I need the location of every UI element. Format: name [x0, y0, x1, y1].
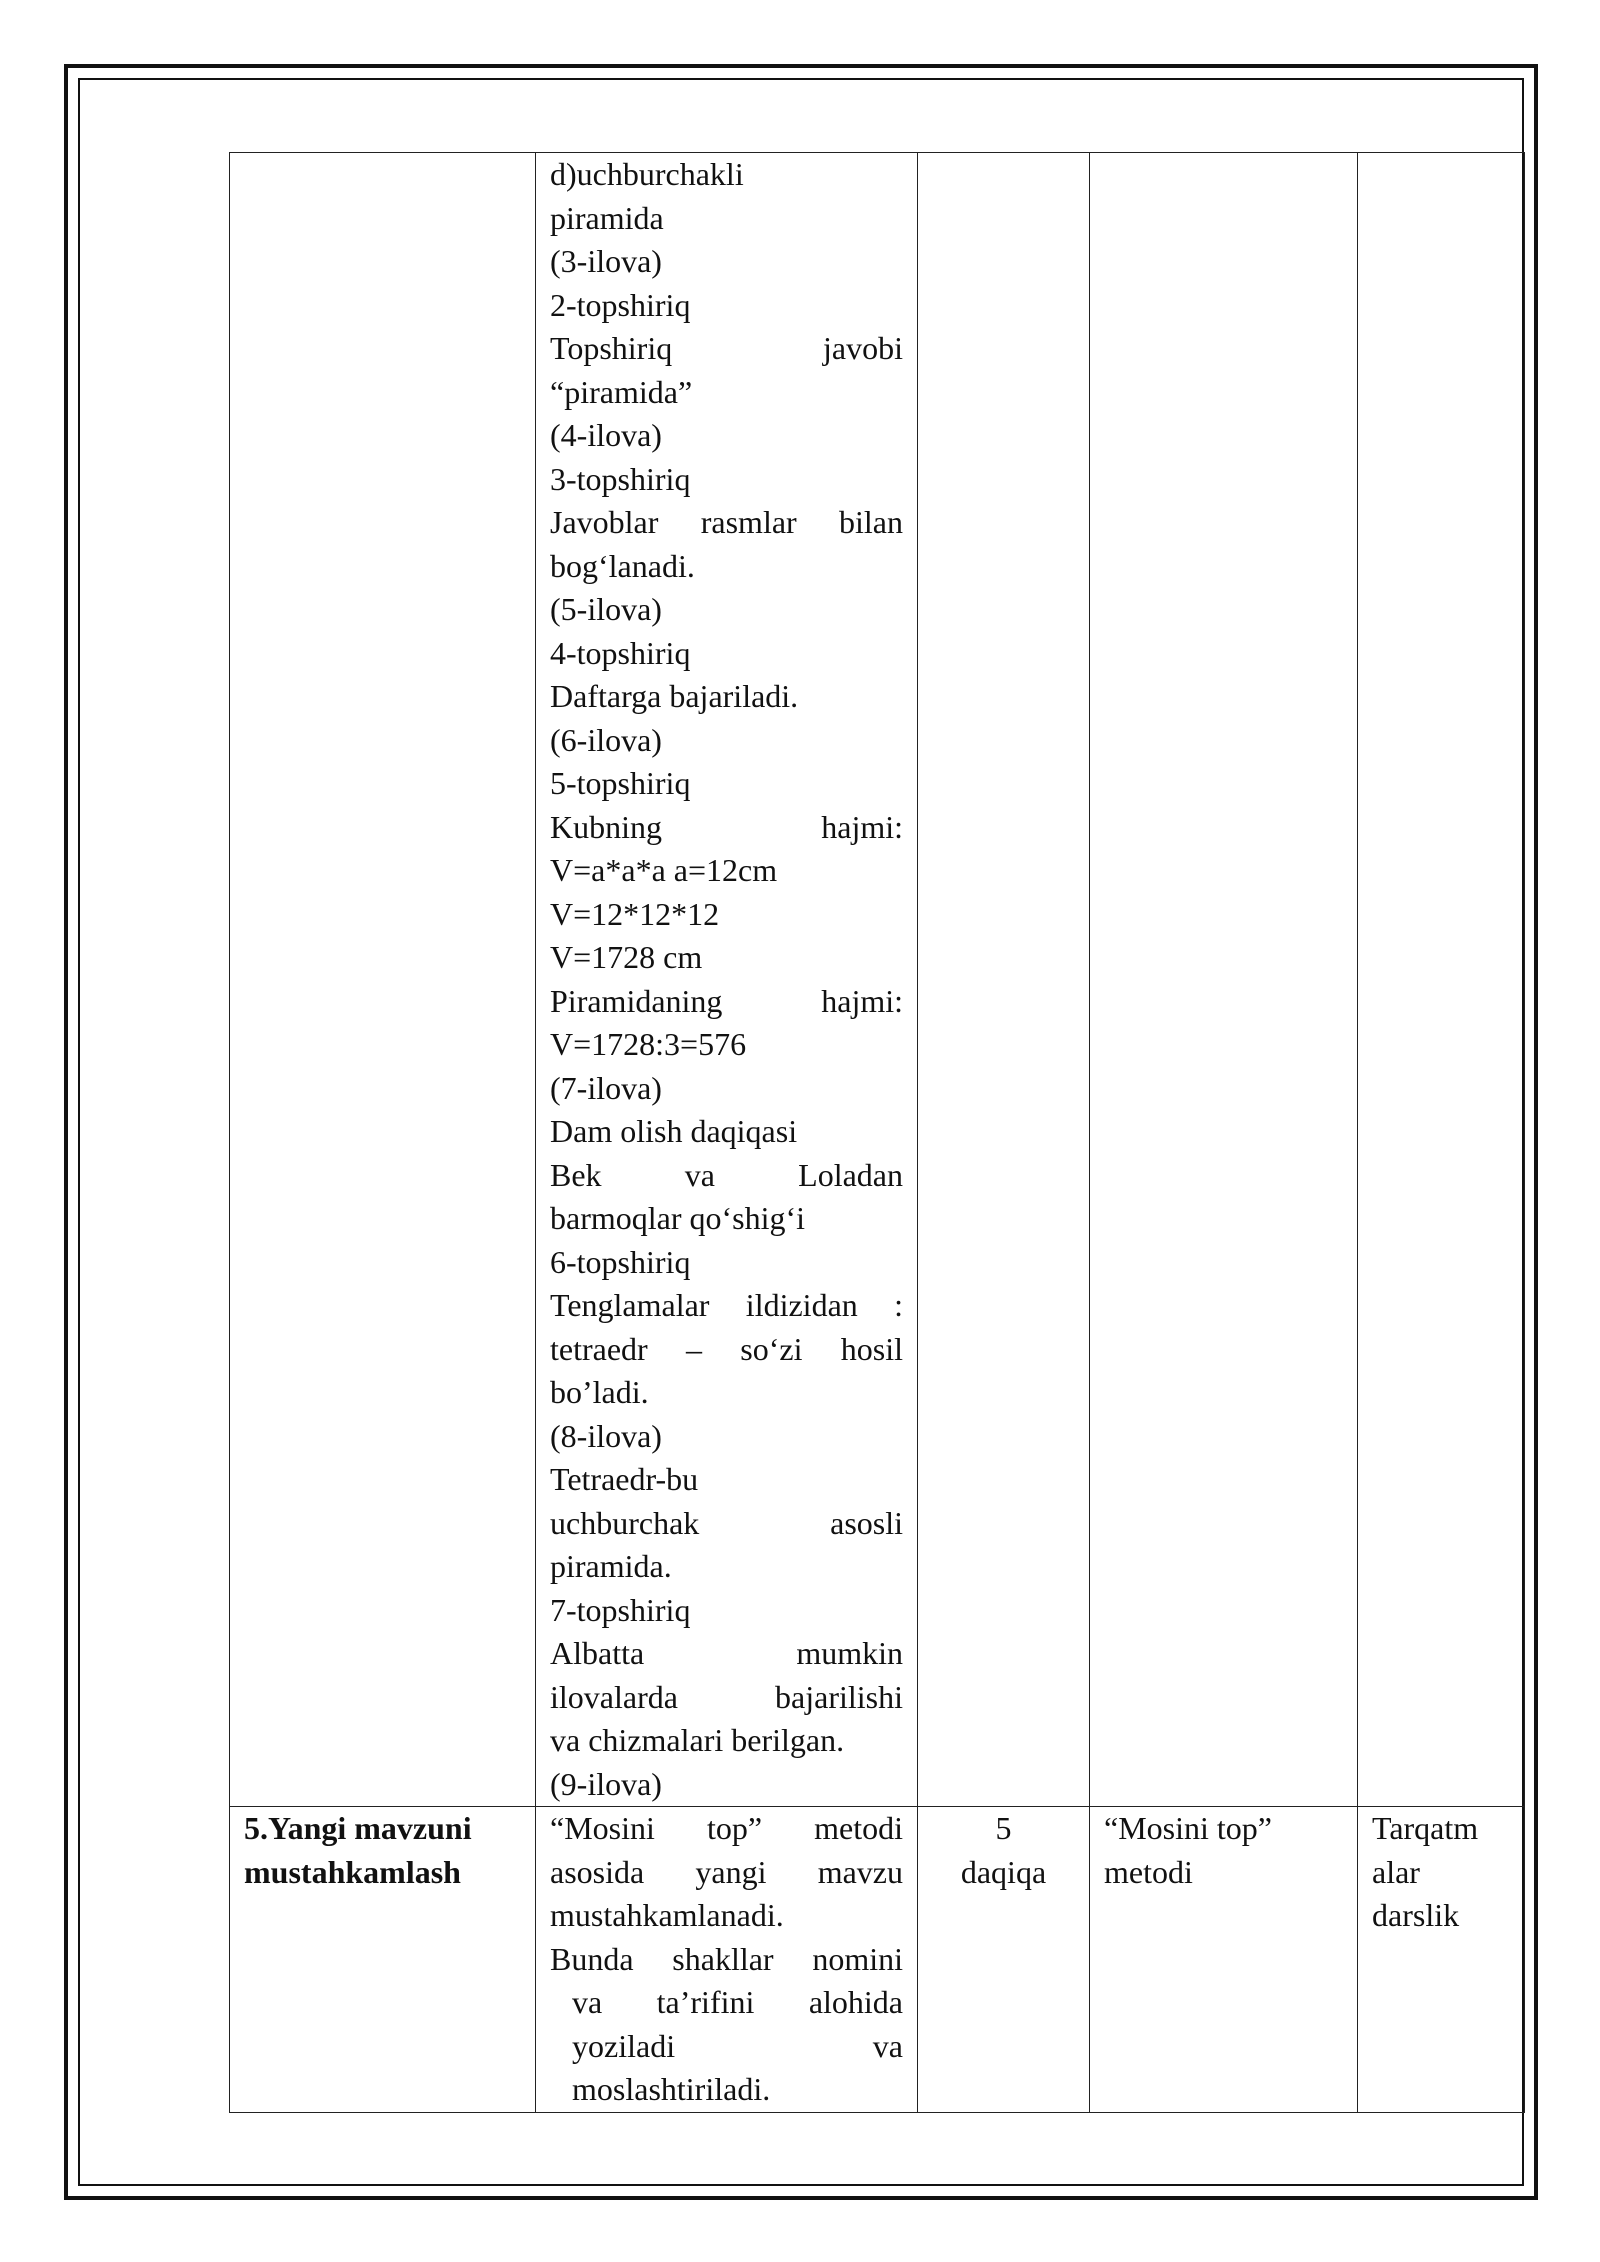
activity-line: V=1728:3=576 — [550, 1026, 747, 1062]
activity-line: (8-ilova) — [550, 1417, 662, 1454]
activity-lines — [550, 1807, 903, 2112]
activity-line: bog‘lanadi. — [550, 547, 695, 584]
activity-line: 5-topshiriq — [550, 765, 691, 801]
materials-line: Tarqatm — [1372, 1810, 1479, 1846]
activity-line: V=12*12*12 — [550, 895, 720, 932]
time-value: 5 — [995, 1810, 1012, 1846]
time-cell — [918, 1807, 1090, 2113]
method-cell — [1090, 153, 1358, 1807]
activity-line: Tetraedr-bu — [550, 1461, 699, 1497]
activity-line: 2-topshiriq — [550, 286, 691, 323]
activity-line: 3-topshiriq — [550, 460, 691, 497]
activity-line: asosida yangi mavzu — [550, 1853, 903, 1890]
activity-line: (7-ilova) — [550, 1069, 662, 1106]
activity-line: Daftarga bajariladi. — [550, 678, 799, 714]
activity-line: Albatta mumkin — [550, 1635, 903, 1671]
activity-line: V=a*a*a a=12cm — [550, 852, 778, 888]
materials-line: darslik — [1372, 1897, 1460, 1933]
activity-line: moslashtiriladi. — [572, 2071, 771, 2107]
activity-line: (9-ilova) — [550, 1765, 662, 1802]
activity-line: “Mosini top” metodi — [550, 1810, 903, 1846]
lesson-plan-table — [229, 152, 1525, 2113]
activity-lines — [550, 153, 903, 1806]
activity-line: V=1728 cm — [550, 939, 703, 975]
activity-line: (4-ilova) — [550, 417, 662, 453]
stage-title-line: 5.Yangi mavzuni — [244, 1810, 472, 1846]
activity-line: uchburchak asosli — [550, 1504, 903, 1541]
table-row-stage-5 — [230, 1807, 1525, 2113]
activity-cell — [536, 1807, 918, 2113]
stage-cell — [230, 153, 536, 1807]
activity-line: Topshiriq javobi — [550, 330, 903, 366]
activity-line: bo’ladi. — [550, 1374, 649, 1410]
activity-line: piramida — [550, 199, 664, 236]
activity-line: Bek va Loladan — [550, 1156, 903, 1193]
activity-line: Javoblar rasmlar bilan — [550, 504, 903, 540]
activity-line: tetraedr – so‘zi hosil — [550, 1330, 903, 1367]
activity-line: d)uchburchakli — [550, 156, 744, 192]
activity-line: ilovalarda bajarilishi — [550, 1678, 903, 1715]
stage-cell — [230, 1807, 536, 2113]
time-unit: daqiqa — [960, 1853, 1047, 1890]
activity-line: va ta’rifini alohida — [572, 1984, 903, 2020]
activity-line: Bunda shakllar nomini — [550, 1940, 903, 1977]
materials-line: alar — [1372, 1853, 1420, 1890]
table-row-continuation — [230, 153, 1525, 1807]
activity-line: Kubning hajmi: — [550, 808, 903, 845]
activity-line: “piramida” — [550, 373, 693, 410]
activity-line: yoziladi va — [572, 2027, 903, 2064]
method-name: “Mosini top” — [1104, 1810, 1272, 1846]
activity-line: 4-topshiriq — [550, 634, 691, 671]
activity-line: (6-ilova) — [550, 721, 662, 758]
stage-title-line: mustahkamlash — [244, 1853, 461, 1890]
materials-cell — [1358, 1807, 1525, 2113]
activity-line: piramida. — [550, 1548, 672, 1584]
activity-cell — [536, 153, 918, 1807]
activity-line: va chizmalari berilgan. — [550, 1722, 845, 1758]
activity-line: (3-ilova) — [550, 243, 662, 279]
method-label: metodi — [1104, 1853, 1193, 1890]
activity-line: mustahkamlanadi. — [550, 1897, 784, 1933]
activity-line: Tenglamalar ildizidan : — [550, 1287, 903, 1323]
activity-line: Piramidaning hajmi: — [550, 982, 903, 1019]
activity-line: 7-topshiriq — [550, 1591, 691, 1628]
method-cell — [1090, 1807, 1358, 2113]
activity-line: Dam olish daqiqasi — [550, 1113, 798, 1149]
materials-cell — [1358, 153, 1525, 1807]
activity-line: 6-topshiriq — [550, 1243, 691, 1280]
activity-line: barmoqlar qo‘shig‘i — [550, 1200, 806, 1236]
time-cell — [918, 153, 1090, 1807]
activity-line: (5-ilova) — [550, 591, 662, 627]
